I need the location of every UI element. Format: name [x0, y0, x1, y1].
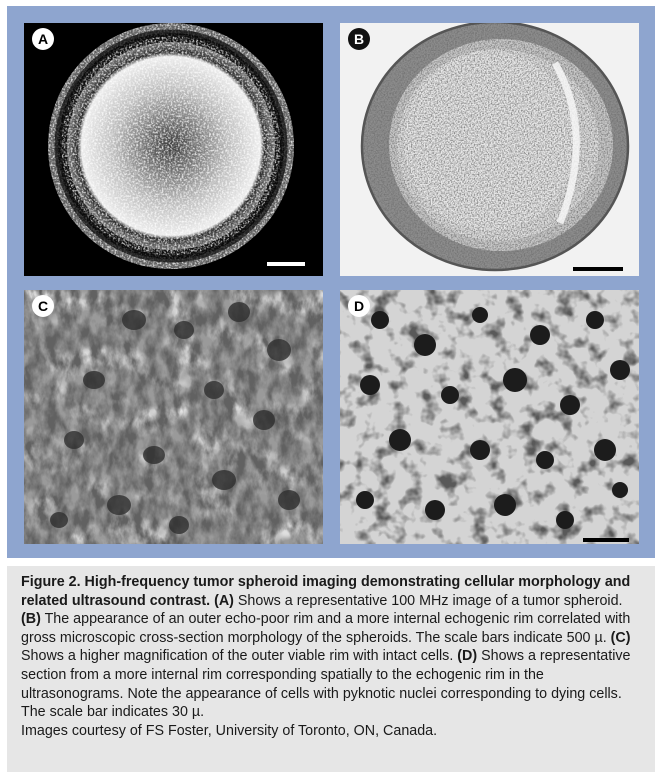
panel-b-histology-image	[340, 23, 639, 276]
panel-label-d: D	[348, 295, 370, 317]
caption-body	[21, 573, 645, 722]
panel-label-a: A	[32, 28, 54, 50]
ultrasound-spheroid-image	[24, 23, 323, 276]
panel-c-outer-rim-micrograph	[24, 290, 323, 544]
caption-label-c: (C)	[610, 629, 631, 646]
caption-label-d: (D)	[457, 648, 478, 665]
figure-caption	[7, 566, 655, 772]
caption-title: Figure 2. High-frequency tumor spheroid imaging demonstrating cellular morphology and related ultrasound contrast.	[21, 574, 631, 609]
panel-d-inner-rim-micrograph	[340, 290, 639, 544]
histology-cross-section-image	[340, 23, 639, 276]
caption-label-b: (B)	[21, 611, 41, 628]
figure-frame	[7, 6, 655, 558]
scale-bar-d	[583, 538, 629, 542]
scale-bar-a	[267, 262, 305, 266]
panel-label-c: C	[32, 295, 54, 317]
scale-bar-b	[573, 267, 623, 271]
caption-credit: Images courtesy of FS Foster, University of Toronto, ON, Canada.	[21, 722, 438, 739]
panel-a-ultrasound-image	[24, 23, 323, 276]
caption-text-c: Shows a higher magnification of the outer viable rim with intact cells.	[21, 648, 458, 665]
caption-text-d: Shows a representative section from a more internal rim corresponding spatially to the echogenic rim in the ultrasonograms. Note the appearance of cells with pyknotic nuclei corresponding to dying cells. The scale bar indicates 30 µ.	[21, 648, 631, 721]
outer-rim-micrograph	[24, 290, 323, 544]
caption-text-b: The appearance of an outer echo-poor rim and a more internal echogenic rim correlated with gross microscopic cross-section morphology of the spheroids. The scale bars indicate 500 µ.	[21, 611, 631, 646]
panel-label-b: B	[348, 28, 370, 50]
caption-label-a: (A)	[214, 592, 234, 609]
caption-text-a: Shows a representative 100 MHz image of a tumor spheroid.	[233, 592, 623, 609]
inner-rim-micrograph	[340, 290, 639, 544]
